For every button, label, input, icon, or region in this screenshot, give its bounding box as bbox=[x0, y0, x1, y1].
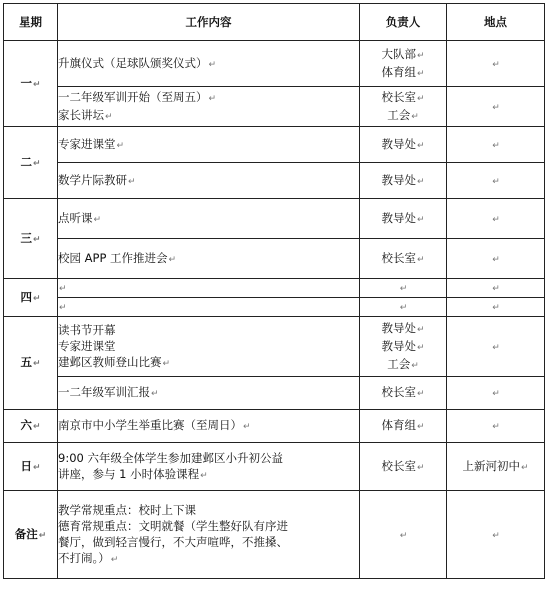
work-cell: 一二年级军训汇报↵ bbox=[58, 377, 360, 410]
table-row bbox=[4, 298, 545, 317]
day-cell-tue: 二↵ bbox=[4, 127, 58, 199]
day-cell-sat: 六↵ bbox=[4, 410, 58, 443]
work-cell: 9:00 六年级全体学生参加建邺区小升初公益 讲座，参与 1 小时体验课程↵ bbox=[58, 443, 360, 491]
work-cell: 读书节开幕 专家进课堂 建邺区教师登山比赛↵ bbox=[58, 317, 360, 377]
work-cell: 南京市中小学生举重比赛（至周日）↵ bbox=[58, 410, 360, 443]
resp-cell: 校长室↵ bbox=[360, 239, 447, 279]
resp-cell: ↵ bbox=[360, 491, 447, 579]
work-cell: ↵ bbox=[58, 279, 360, 298]
work-cell: ↵ bbox=[58, 298, 360, 317]
work-cell: 一二年级军训开始（至周五）↵ 家长讲坛↵ bbox=[58, 87, 360, 127]
work-cell: 升旗仪式（足球队颁奖仪式）↵ bbox=[58, 41, 360, 87]
place-cell: ↵ bbox=[447, 279, 545, 298]
table-row bbox=[4, 410, 545, 443]
work-cell: 校园 APP 工作推进会↵ bbox=[58, 239, 360, 279]
resp-cell: 教导处↵ bbox=[360, 199, 447, 239]
resp-cell: 教导处↵ 教导处↵ 工会↵ bbox=[360, 317, 447, 377]
header-row bbox=[4, 4, 545, 41]
table-row bbox=[4, 41, 545, 87]
table-row bbox=[4, 199, 545, 239]
work-cell: 点听课↵ bbox=[58, 199, 360, 239]
resp-cell: 校长室↵ bbox=[360, 377, 447, 410]
resp-cell: 体育组↵ bbox=[360, 410, 447, 443]
table-row bbox=[4, 279, 545, 298]
place-cell: ↵ bbox=[447, 127, 545, 163]
day-cell-wed: 三↵ bbox=[4, 199, 58, 279]
day-cell-sun: 日↵ bbox=[4, 443, 58, 491]
place-cell: ↵ bbox=[447, 377, 545, 410]
header-day: 星期 bbox=[4, 4, 58, 41]
table-row bbox=[4, 317, 545, 377]
place-cell: ↵ bbox=[447, 163, 545, 199]
place-cell: ↵ bbox=[447, 87, 545, 127]
day-cell-thu: 四↵ bbox=[4, 279, 58, 317]
work-cell: 教学常规重点：校时上下课 德育常规重点：文明就餐（学生整好队有序进 餐厅，做到轻言慢行，不大声喧哗，不推搡、 不打闹。）↵ bbox=[58, 491, 360, 579]
resp-cell: 教导处↵ bbox=[360, 127, 447, 163]
resp-cell: 教导处↵ bbox=[360, 163, 447, 199]
day-cell-fri: 五↵ bbox=[4, 317, 58, 410]
day-cell-mon: 一↵ bbox=[4, 41, 58, 127]
table-row bbox=[4, 377, 545, 410]
header-place: 地点 bbox=[447, 4, 545, 41]
place-cell: ↵ bbox=[447, 199, 545, 239]
table-row bbox=[4, 163, 545, 199]
place-cell: ↵ bbox=[447, 410, 545, 443]
place-cell: ↵ bbox=[447, 41, 545, 87]
table-row bbox=[4, 127, 545, 163]
header-work: 工作内容 bbox=[58, 4, 360, 41]
place-cell: ↵ bbox=[447, 239, 545, 279]
work-cell: 数学片际教研↵ bbox=[58, 163, 360, 199]
place-cell: 上新河初中↵ bbox=[447, 443, 545, 491]
place-cell: ↵ bbox=[447, 317, 545, 377]
resp-cell: 大队部↵ 体育组↵ bbox=[360, 41, 447, 87]
day-cell-notes: 备注↵ bbox=[4, 491, 58, 579]
resp-cell: 校长室↵ bbox=[360, 443, 447, 491]
resp-cell: ↵ bbox=[360, 279, 447, 298]
header-resp: 负责人 bbox=[360, 4, 447, 41]
table-row bbox=[4, 87, 545, 127]
schedule-table bbox=[3, 3, 545, 579]
resp-cell: ↵ bbox=[360, 298, 447, 317]
place-cell: ↵ bbox=[447, 298, 545, 317]
table-row bbox=[4, 443, 545, 491]
work-cell: 专家进课堂↵ bbox=[58, 127, 360, 163]
resp-cell: 校长室↵ 工会↵ bbox=[360, 87, 447, 127]
place-cell: ↵ bbox=[447, 491, 545, 579]
table-row bbox=[4, 239, 545, 279]
table-row bbox=[4, 491, 545, 579]
